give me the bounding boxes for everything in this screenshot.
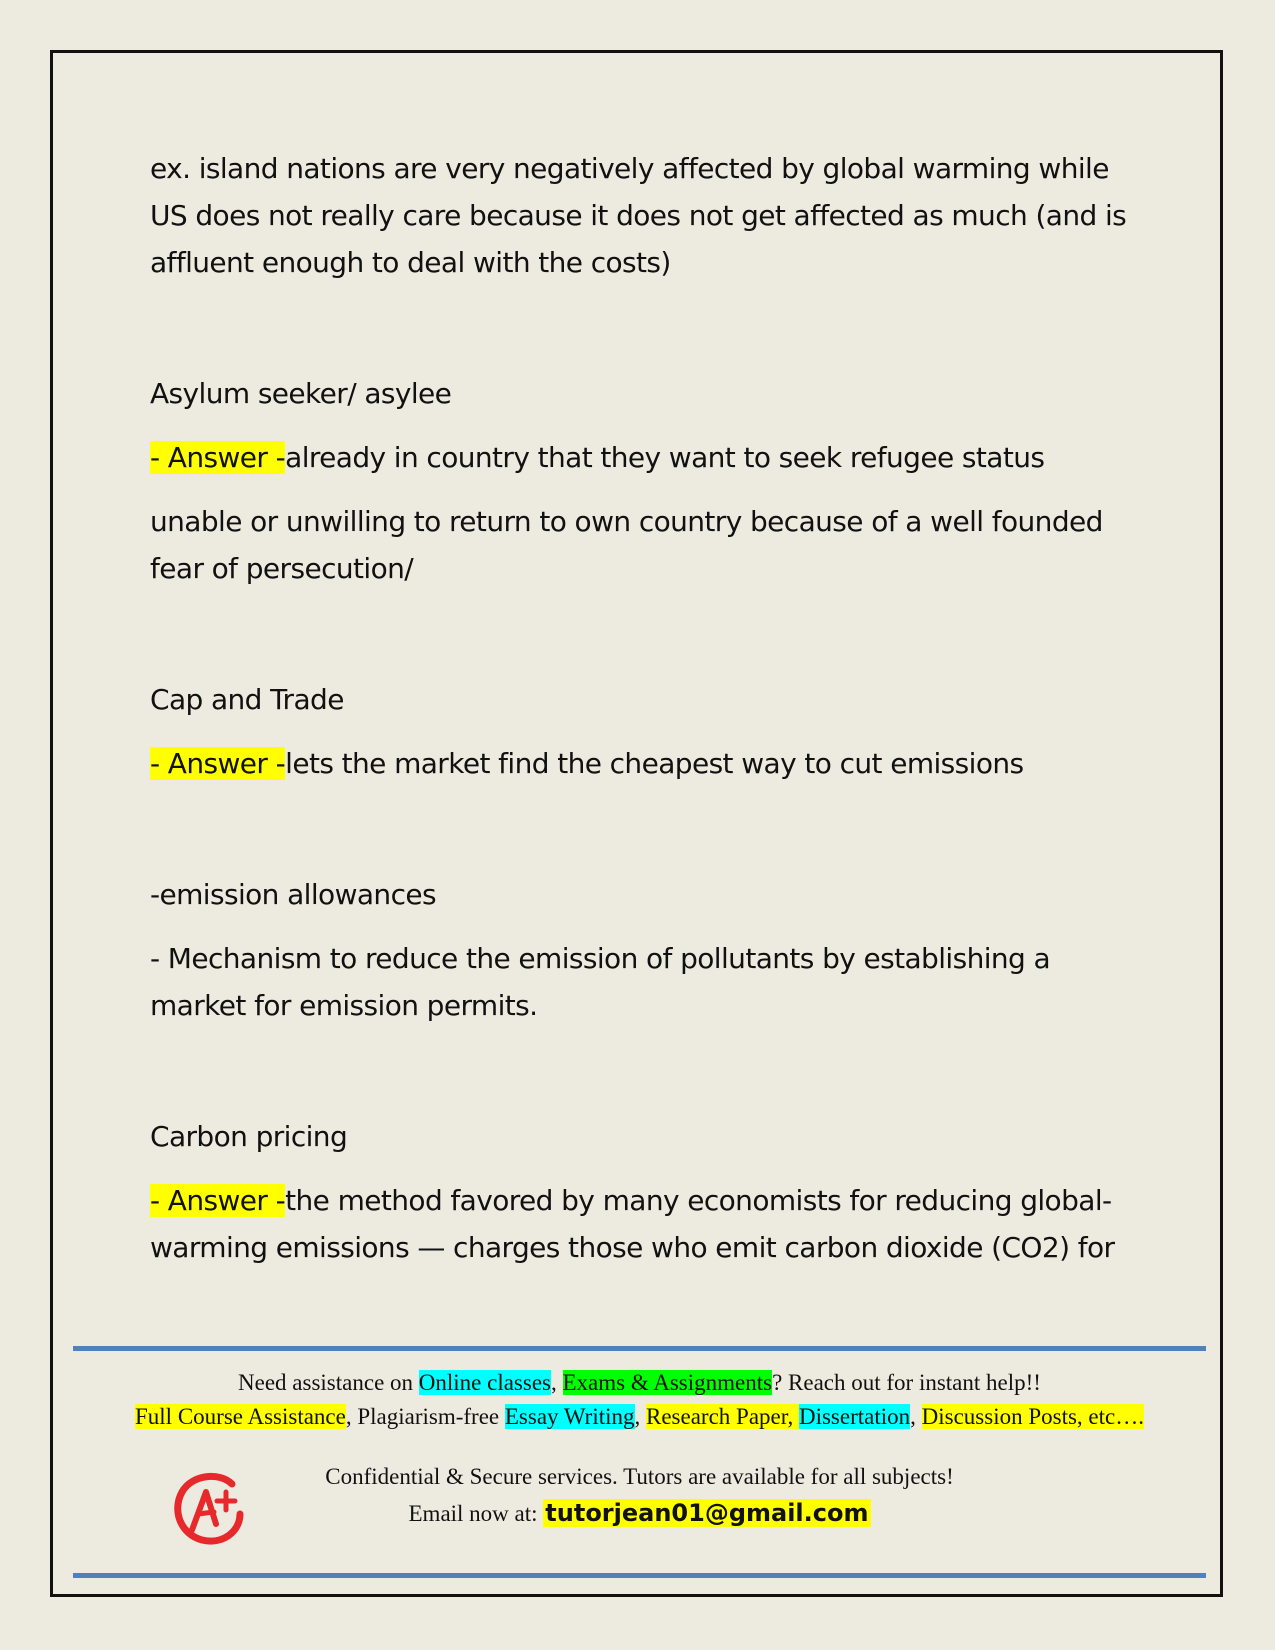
answer-asylum-seeker bbox=[150, 434, 1140, 481]
term-cap-and-trade: Cap and Trade bbox=[150, 683, 344, 716]
footer-text: , bbox=[910, 1404, 922, 1429]
answer-text: the method favored by many economists for reducing global-warming emissions — charges those who emit carbon dioxide (CO2) for bbox=[150, 1184, 1115, 1264]
term-carbon-pricing: Carbon pricing bbox=[150, 1120, 348, 1153]
discussion-posts-highlight: Discussion Posts, etc…. bbox=[921, 1404, 1144, 1429]
answer-cap-and-trade bbox=[150, 740, 1140, 787]
a-plus-grade-icon bbox=[170, 1470, 248, 1548]
answer-carbon-pricing bbox=[150, 1177, 1140, 1271]
paragraph-persecution: unable or unwilling to return to own country because of a well founded fear of persecution/ bbox=[150, 505, 1103, 585]
footer-line-confidential: Confidential & Secure services. Tutors are available for all subjects! bbox=[325, 1464, 954, 1489]
answer-label: - Answer - bbox=[150, 1184, 286, 1217]
term-asylum-seeker: Asylum seeker/ asylee bbox=[150, 377, 452, 410]
document-body bbox=[150, 145, 1140, 1271]
paragraph-mechanism: - Mechanism to reduce the emission of pollutants by establishing a market for emission permits. bbox=[150, 942, 1051, 1022]
footer-line-2 bbox=[73, 1400, 1206, 1434]
footer-text: ? Reach out for instant help!! bbox=[772, 1370, 1041, 1395]
answer-label: - Answer - bbox=[150, 747, 286, 780]
answer-text: lets the market find the cheapest way to cut emissions bbox=[285, 747, 1024, 780]
essay-writing-highlight: Essay Writing bbox=[504, 1404, 635, 1429]
email-label: Email now at: bbox=[408, 1501, 544, 1526]
email-address-link[interactable]: tutorjean01@gmail.com bbox=[545, 1499, 869, 1527]
footer-text: , bbox=[634, 1404, 646, 1429]
footer-text: , Plagiarism-free bbox=[345, 1404, 505, 1429]
paragraph-emission-allowances: -emission allowances bbox=[150, 878, 436, 911]
exams-highlight: Exams & Assignments bbox=[562, 1370, 773, 1395]
full-course-highlight: Full Course Assistance bbox=[135, 1404, 346, 1429]
online-classes-highlight: Online classes bbox=[418, 1370, 551, 1395]
paragraph-island-nations: ex. island nations are very negatively affected by global warming while US does not really care because it does not get affected as much (and is affluent enough to deal with the costs) bbox=[150, 152, 1127, 279]
footer-text: Need assistance on bbox=[238, 1370, 419, 1395]
footer-bottom-rule bbox=[73, 1573, 1206, 1578]
footer-top-rule bbox=[73, 1346, 1206, 1351]
research-paper-highlight: Research Paper, bbox=[646, 1404, 799, 1429]
footer-line-1 bbox=[73, 1366, 1206, 1400]
answer-text: already in country that they want to seek refugee status bbox=[285, 441, 1045, 474]
footer-text: , bbox=[551, 1370, 563, 1395]
answer-label: - Answer - bbox=[150, 441, 286, 474]
dissertation-highlight: Dissertation bbox=[798, 1404, 911, 1429]
